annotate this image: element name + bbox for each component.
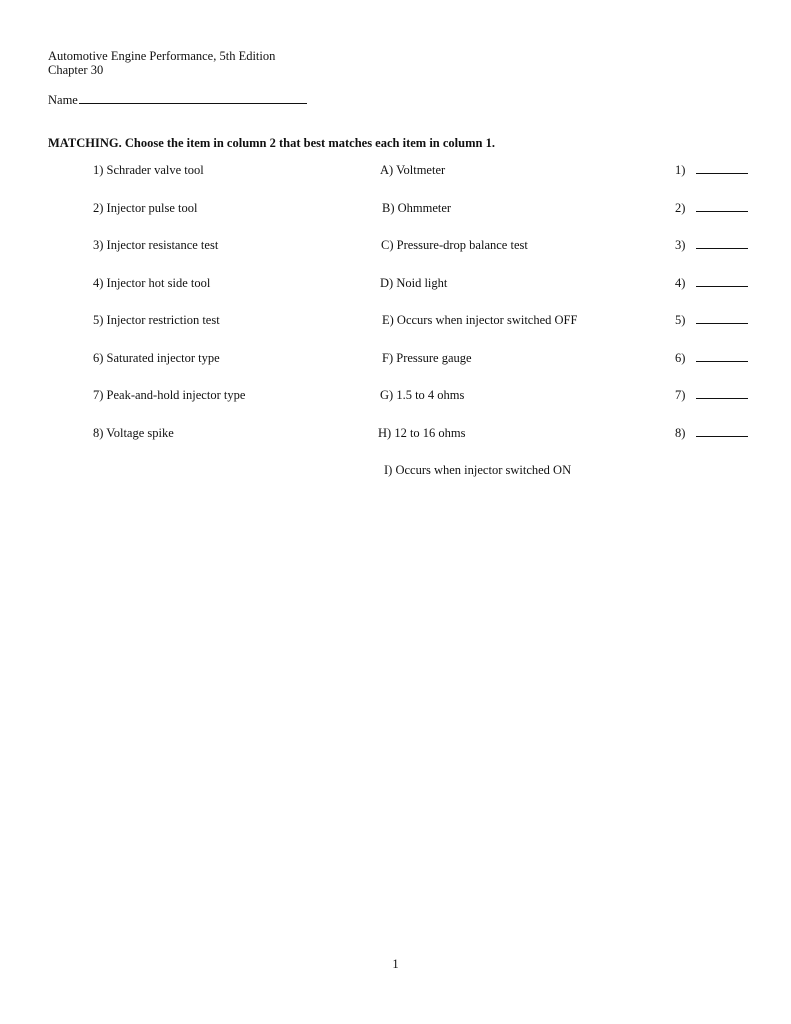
answer-blank-line[interactable] xyxy=(696,313,748,324)
column2-item-h: H) 12 to 16 ohms xyxy=(378,426,466,440)
answer-3[interactable] xyxy=(675,238,748,253)
column1-item-7: 7) Peak-and-hold injector type xyxy=(93,388,246,402)
name-blank-line[interactable] xyxy=(79,91,307,104)
column1-item-1: 1) Schrader valve tool xyxy=(93,163,204,177)
book-title: Automotive Engine Performance, 5th Edition xyxy=(48,49,276,63)
answer-blank-line[interactable] xyxy=(696,238,748,249)
answer-number: 1) xyxy=(675,163,686,177)
answer-number: 8) xyxy=(675,426,686,440)
column2-item-b: B) Ohmmeter xyxy=(382,201,452,215)
answer-4[interactable] xyxy=(675,276,748,291)
answer-number: 7) xyxy=(675,388,686,402)
column2-item-i: I) Occurs when injector switched ON xyxy=(384,463,572,477)
answer-1[interactable] xyxy=(675,163,748,178)
answer-blank-line[interactable] xyxy=(696,351,748,362)
answer-7[interactable] xyxy=(675,388,748,403)
name-field[interactable] xyxy=(48,91,307,108)
column2-item-a: A) Voltmeter xyxy=(380,163,446,177)
answer-number: 6) xyxy=(675,351,686,365)
answer-blank-line[interactable] xyxy=(696,276,748,287)
column2-item-g: G) 1.5 to 4 ohms xyxy=(380,388,465,402)
instructions: MATCHING. Choose the item in column 2 that best matches each item in column 1. xyxy=(48,136,495,150)
page-number: 1 xyxy=(392,957,399,971)
column1-item-8: 8) Voltage spike xyxy=(93,426,174,440)
name-label: Name xyxy=(48,93,78,107)
column2-item-f: F) Pressure gauge xyxy=(382,351,472,365)
column1-item-5: 5) Injector restriction test xyxy=(93,313,220,327)
chapter-label: Chapter 30 xyxy=(48,63,104,77)
column2-item-e: E) Occurs when injector switched OFF xyxy=(382,313,578,327)
answer-blank-line[interactable] xyxy=(696,388,748,399)
answer-blank-line[interactable] xyxy=(696,163,748,174)
answer-8[interactable] xyxy=(675,426,748,441)
column2-item-c: C) Pressure-drop balance test xyxy=(381,238,528,252)
column2-item-d: D) Noid light xyxy=(380,276,448,290)
answer-6[interactable] xyxy=(675,351,748,366)
answer-number: 2) xyxy=(675,201,686,215)
answer-5[interactable] xyxy=(675,313,748,328)
column1-item-2: 2) Injector pulse tool xyxy=(93,201,198,215)
answer-number: 4) xyxy=(675,276,686,290)
answer-2[interactable] xyxy=(675,201,748,216)
column1-item-6: 6) Saturated injector type xyxy=(93,351,220,365)
answer-blank-line[interactable] xyxy=(696,426,748,437)
answer-number: 3) xyxy=(675,238,686,252)
answer-number: 5) xyxy=(675,313,686,327)
column1-item-4: 4) Injector hot side tool xyxy=(93,276,211,290)
answer-blank-line[interactable] xyxy=(696,201,748,212)
column1-item-3: 3) Injector resistance test xyxy=(93,238,219,252)
